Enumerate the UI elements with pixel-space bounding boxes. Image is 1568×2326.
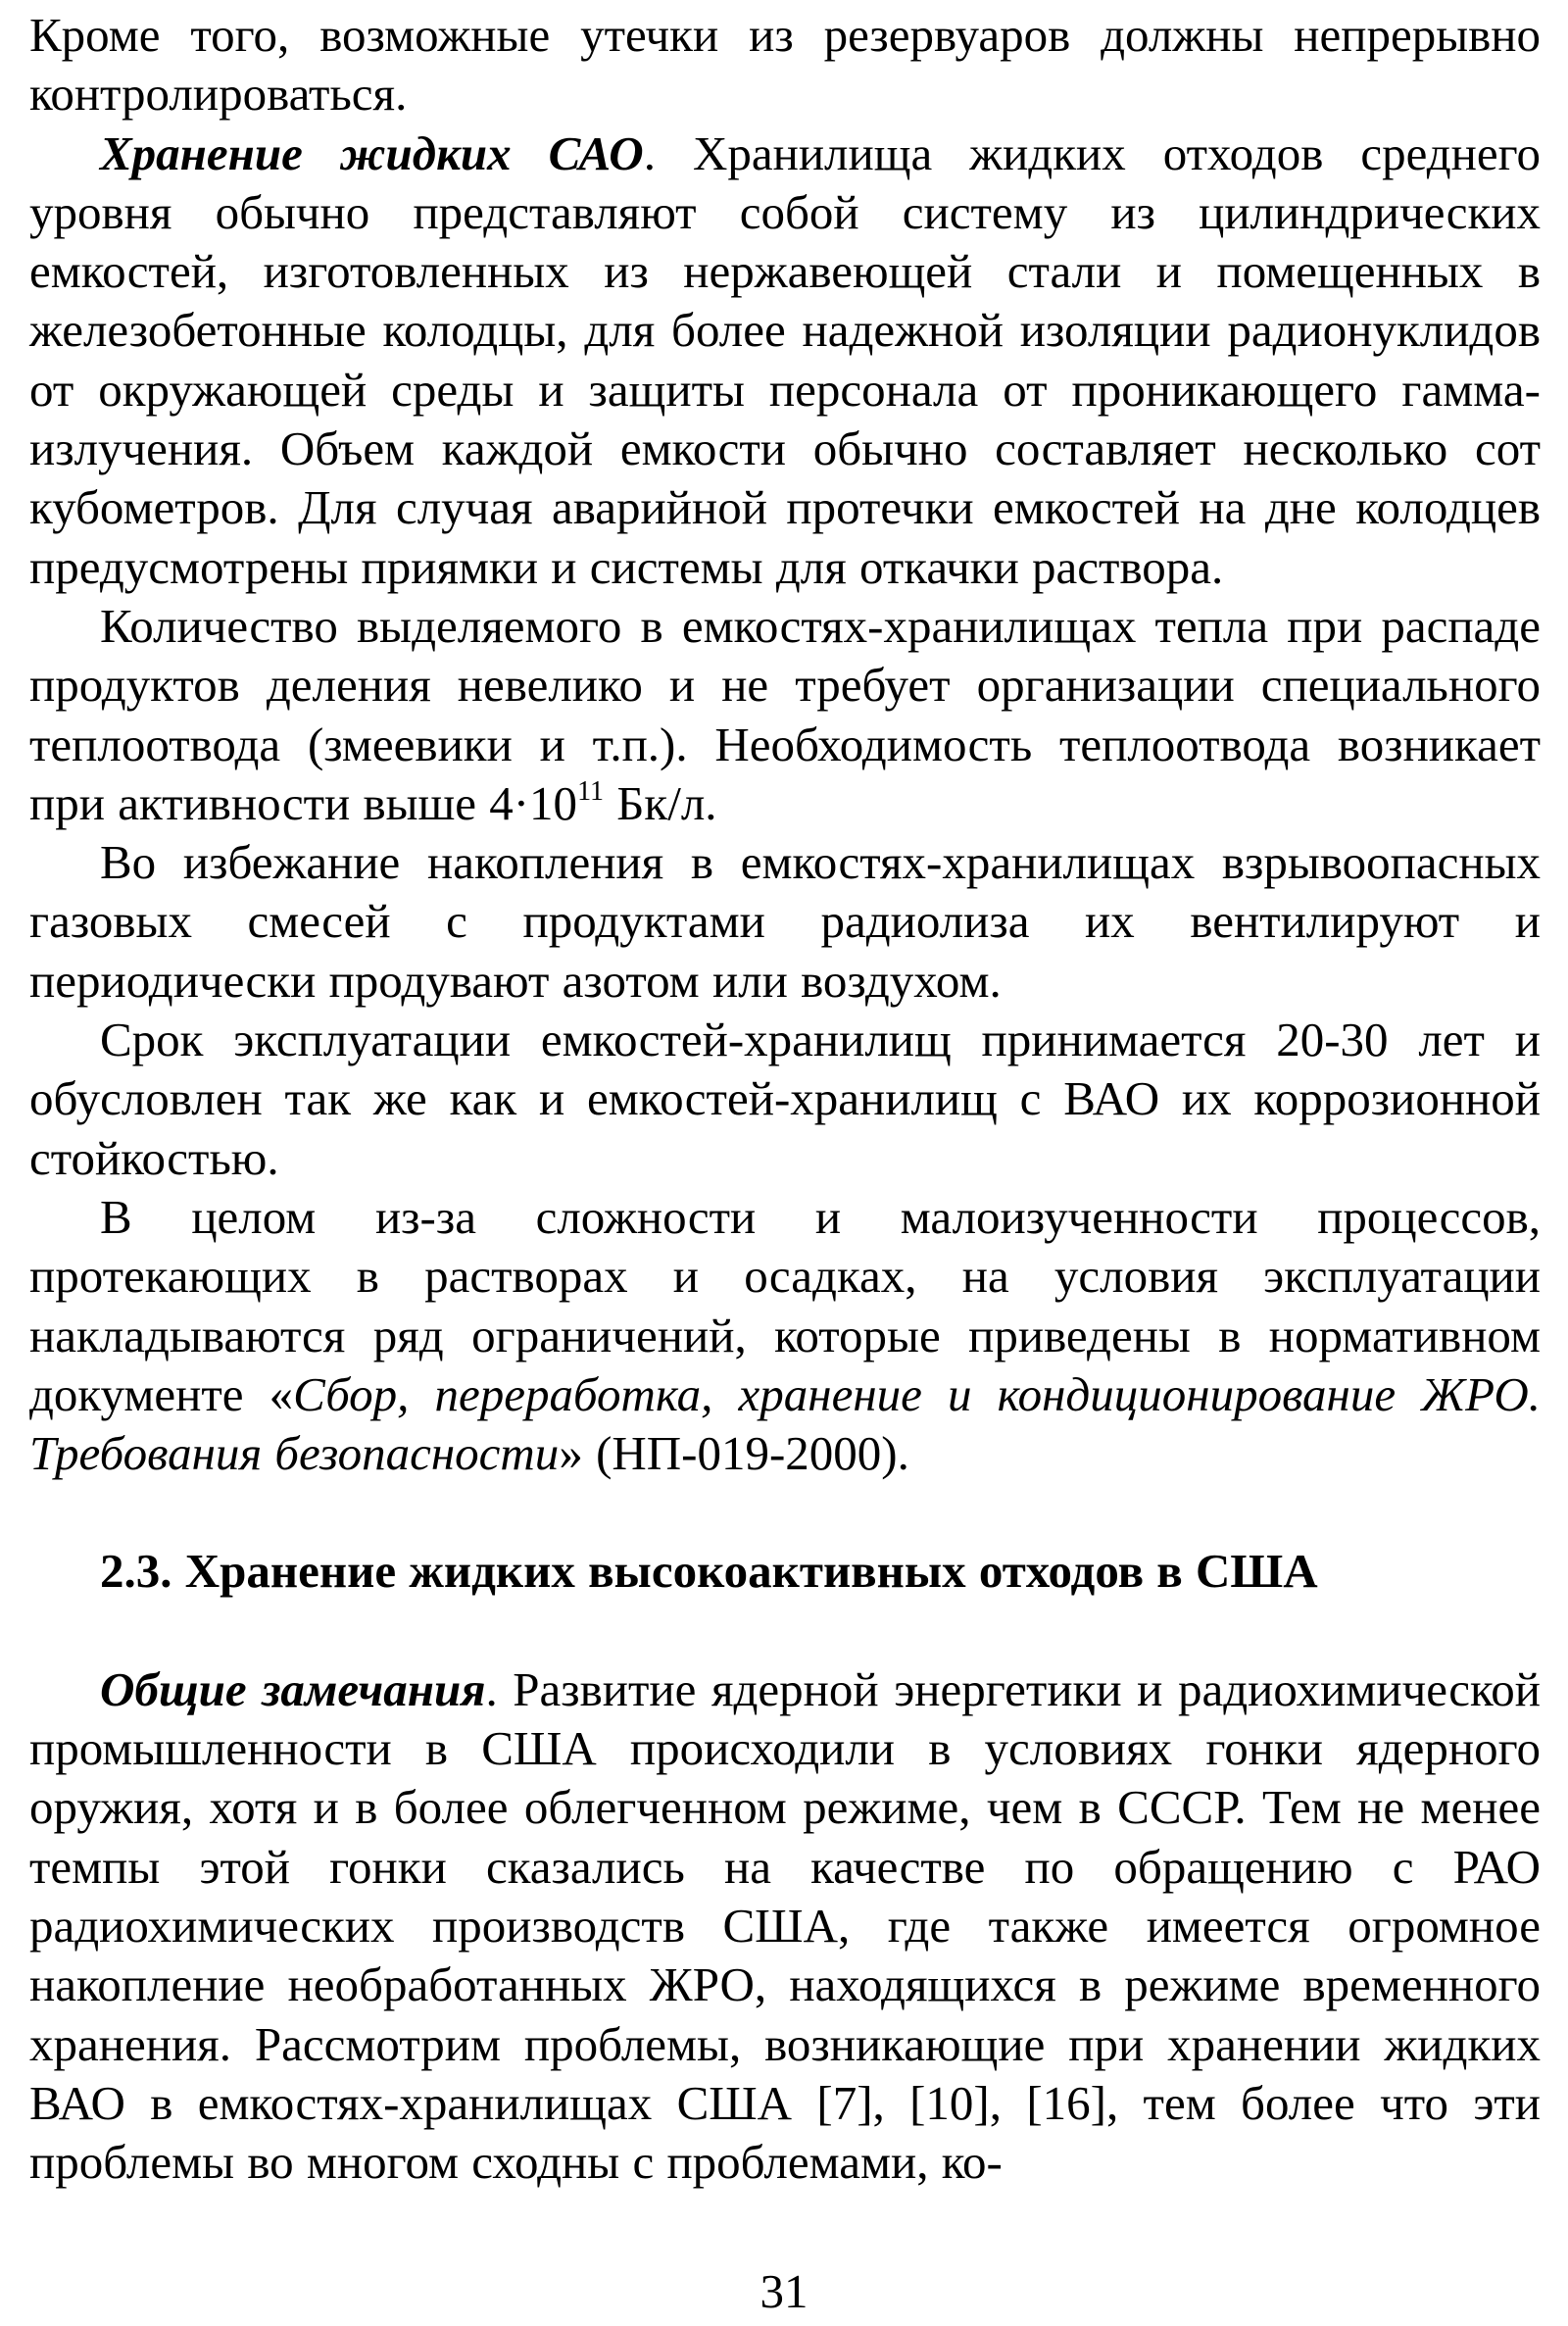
page-body (29, 6, 1541, 2192)
paragraph-run-in-title: Хранение жидких САО (100, 125, 644, 180)
exponent: 11 (577, 775, 605, 807)
paragraph-liquid-sao-storage (29, 124, 1541, 597)
paragraph-text-tail: » (НП-019-2000). (559, 1426, 909, 1481)
paragraph-regulations (29, 1188, 1541, 1483)
paragraph-text: Количество выделяемого в емкостях-хранилищах тепла при распаде продуктов деления невелико и не требует организации специального теплоотвода (змеевики и т.п.). Необходимость теплоотвода возникает при активности выше 4·10 (29, 598, 1541, 830)
paragraph-leak-control: Кроме того, возможные утечки из резервуаров должны непрерывно контролироваться. (29, 8, 1541, 122)
page-number: 31 (760, 2264, 808, 2318)
paragraph-text: . Хранилища жидких отходов среднего уровня обычно представляют собой систему из цилиндрических емкостей, изготовленных из нержавеющей стали и помещенных в железобетонные колодцы, для более надежной изоляции радионуклидов от окружающей среды и защиты персонала от проникающего гамма-излучения. Объем каждой емкости обычно составляет несколько сот кубометров. Для случая аварийной протечки емкостей на дне колодцев предусмотрены приямки и системы для откачки раствора. (29, 125, 1541, 594)
document-title: Сбор, переработка, хранение и кондиционирование ЖРО. Требования безопасности (29, 1366, 1542, 1481)
section-heading: 2.3. Хранение жидких высокоактивных отходов в США (100, 1544, 1318, 1599)
paragraph-heat-release (29, 597, 1541, 833)
paragraph-text-tail: Бк/л. (604, 775, 717, 830)
paragraph-service-life: Срок эксплуатации емкостей-хранилищ принимается 20-30 лет и обусловлен так же как и емкостей-хранилищ с ВАО их коррозионной стойкостью. (29, 1013, 1541, 1185)
paragraph-text: В целом из-за сложности и малоизученности процессов, протекающих в растворах и осадках, на условия эксплуатации накладываются ряд ограничений, которые приведены в нормативном документе « (29, 1189, 1541, 1421)
paragraph-general-remarks (29, 1660, 1541, 2193)
paragraph-run-in-title: Общие замечания (100, 1661, 486, 1716)
paragraph-ventilation: Во избежание накопления в емкостях-хранилищах взрывоопасных газовых смесей с продуктами радиолиза их вентилируют и периодически продувают азотом или воздухом. (29, 835, 1541, 1008)
paragraph-text: . Развитие ядерной энергетики и радиохимической промышленности в США происходили в условиях гонки ядерного оружия, хотя и в более облегченном режиме, чем в СССР. Тем не менее темпы этой гонки сказались на качестве по обращению с РАО радиохимических производств США, где также имеется огромное накопление необработанных ЖРО, находящихся в режиме временного хранения. Рассмотрим проблемы, возникающие при хранении жидких ВАО в емкостях-хранилищах США [7], [10], [16], тем более что эти проблемы во многом сходны с проблемами, ко- (29, 1661, 1541, 2190)
